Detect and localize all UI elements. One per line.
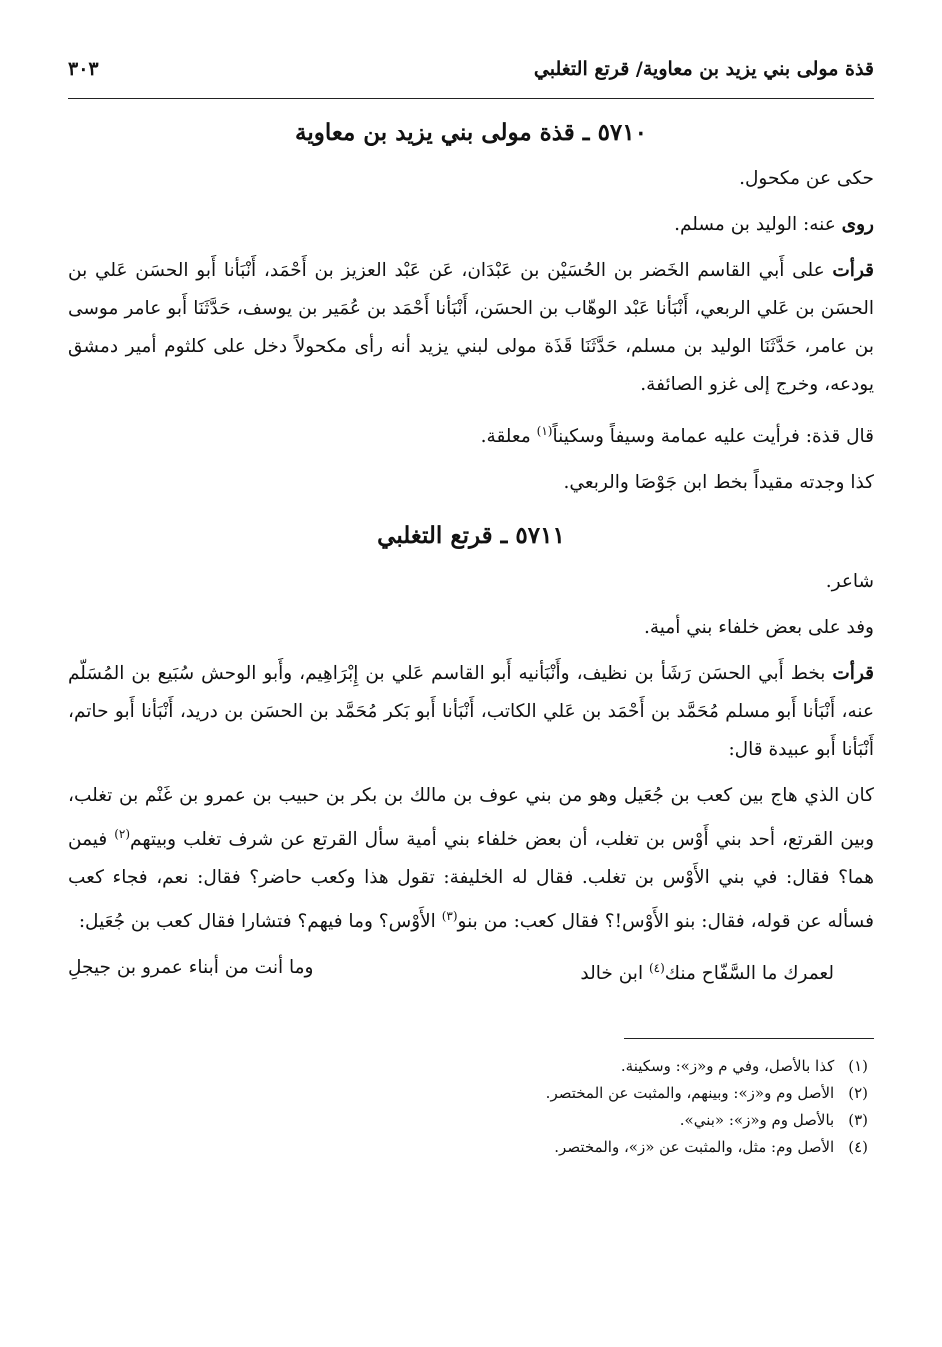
entry-5711-line-2: وفد على بعض خلفاء بني أمية. (643, 617, 874, 639)
entry-5711-line-1: شاعر. (825, 571, 874, 593)
footnote-text: الأصل وم: مثل، والمثبت عن «ز»، والمختصر. (554, 1137, 835, 1156)
entry-5710-line-1: حكى عن مكحول. (739, 168, 874, 189)
footnote-number: (١) (848, 1056, 868, 1075)
entry-5710-line-5: كذا وجدته مقيداً بخط ابن جَوْصَا والربعي. (563, 472, 874, 494)
running-title: قذة مولى بني يزيد بن معاوية/ قرتع التغلبي (533, 58, 874, 80)
footnote-ref-3[interactable]: (٣) (441, 909, 458, 924)
footnote-number: (٣) (848, 1110, 868, 1129)
footnote-4 (68, 1134, 868, 1161)
keyword-qaratu: قرأت (832, 663, 874, 685)
entry-5710-line-4 (68, 412, 874, 456)
footnote-text: بالأصل وم و«ز»: «بني». (679, 1110, 835, 1129)
entry-5711-isnad (68, 655, 874, 769)
text: بخط أَبي الحسَن رَشَأ بن نظيف، وأَنْبَأنيه أَبو القاسم عَلي بن إِبْرَاهِيم، وأَبو الوحش سُبَيع بن المُسَلّم عنه، أَنْبَأنا أَبو مسلم مُحَمَّد بن أَحْمَد بن عَلي الكاتب، أَنْبَأنا أَبو بَكر مُحَمَّد بن الحسَن بن دريد، أَنْبَأنا أَبو حاتم، أَنْبَأنا أَبو عبيدة قال: (68, 663, 874, 761)
entry-title-5711: ٥٧١١ ـ قرتع التغلبي (377, 522, 565, 550)
footnote-ref-1[interactable]: (١) (536, 424, 553, 438)
text: على أَبي القاسم الخَضر بن الحُسَيْن بن عَبْدَان، عَن عَبْد العزيز بن أَحْمَد، أَنْبَأنا أَبو الحسَن عَلي بن الحسَن بن عَلي الربعي، أَنْبَأنا عَبْد الوهّاب بن الحسَن، أَنْبَأنا أَحْمَد بن عُمَير بن يوسف، حَدَّثَنَا أَبو عامر موسى بن عامر، حَدَّثَنَا الوليد بن مسلم، حَدَّثَنَا قَذَة مولى لبني يزيد أنه رأى مكحولاً دخل على كلثوم أمير دمشق يودعه، وخرج إلى غزو الصائفة. (68, 260, 874, 395)
footnote-ref-4[interactable]: (٤) (648, 961, 665, 976)
keyword-qaratu: قرأت (832, 260, 874, 281)
entry-5710-isnad (68, 252, 874, 404)
text: فيمن هما؟ فقال: في بني الأَوْس بن تغلب. فقال له الخليفة: تقول هذا وكعب حاضر؟ فقال: نعم، فجاء كعب فسأله عن قوله، فقال: بنو الأَوْس!؟ فقال كعب: من بنو (68, 829, 874, 933)
document-page (68, 58, 874, 1161)
footnote-number: (٤) (848, 1137, 868, 1156)
text: كان الذي هاج بين كعب بن جُعَيل وهو من بني عوف بن مالك بن بكر بن حبيب بن عمرو بن غَنْم بن تغلب، وبين القرتع، أحد بني أَوْس بن تغلب، أن بعض خلفاء بني أمية سأل القرتع عن شرف تغلب وبيتهم (68, 785, 875, 851)
verse-hemistich-right (580, 949, 834, 993)
footnote-3 (68, 1107, 868, 1134)
text: الأَوْس؟ وما فيهم؟ فتشارا فقال كعب بن جُعَيل: (78, 911, 442, 933)
entry-title-5710: ٥٧١٠ ـ قذة مولى بني يزيد بن معاوية (295, 119, 647, 146)
footnote-ref-2[interactable]: (٢) (114, 827, 131, 842)
verse-hemistich-left: وما أنت من أبناء عمرو بن جيجلِ (68, 957, 314, 979)
running-header (68, 58, 874, 94)
text: ابن خالد (580, 963, 649, 985)
entry-5710-line-2 (68, 206, 874, 244)
footnote-rule (624, 1038, 874, 1039)
footnote-1 (68, 1053, 868, 1080)
text: عنه: الوليد بن مسلم. (674, 214, 842, 235)
poem-verse (68, 949, 834, 993)
footnote-text: كذا بالأصل، وفي م و«ز»: وسكينة. (620, 1056, 835, 1075)
footnote-2 (68, 1080, 868, 1107)
page-number: ٣٠٣ (68, 58, 99, 80)
footnote-number: (٢) (848, 1083, 868, 1102)
footnotes (68, 1053, 874, 1161)
header-rule (68, 98, 874, 99)
text: قال قذة: فرأيت عليه عمامة وسيفاً وسكيناً (552, 426, 874, 448)
text: لعمرك ما السَّفّاح منك (664, 963, 834, 985)
entry-5711-narrative (68, 777, 874, 941)
keyword-rawa: روى (841, 214, 874, 235)
footnote-text: الأصل وم و«ز»: وبينهم، والمثبت عن المختصر. (545, 1083, 835, 1102)
text: معلقة. (480, 426, 537, 448)
